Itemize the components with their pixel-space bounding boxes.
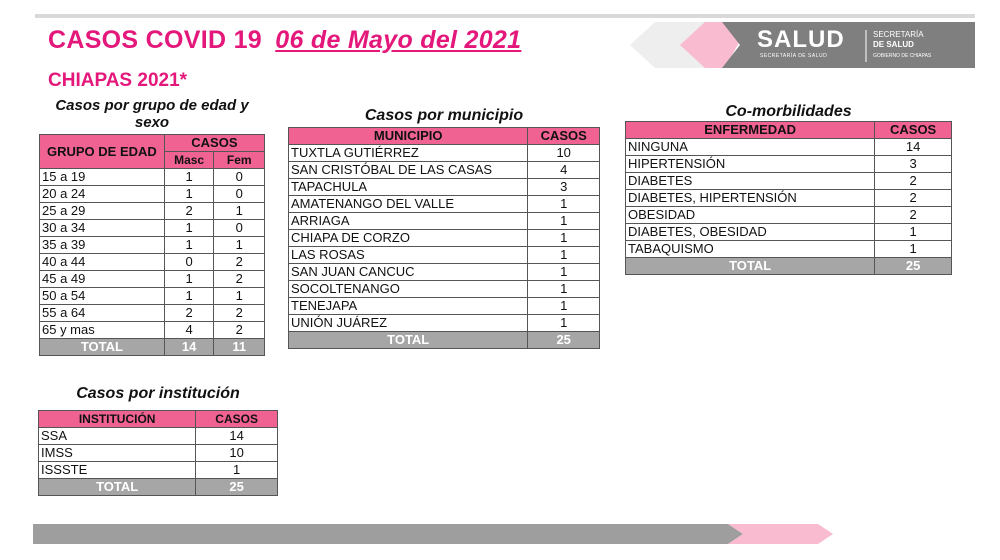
comorbilidades-cell-cases: 14 bbox=[875, 139, 952, 156]
comorbilidades-total-row bbox=[626, 258, 952, 275]
comorbilidades-cell-name: TABAQUISMO bbox=[626, 241, 875, 258]
institucion-total-label: TOTAL bbox=[39, 479, 196, 496]
municipio-row bbox=[289, 315, 600, 332]
edad-cell-fem: 0 bbox=[214, 220, 265, 237]
page-title bbox=[48, 26, 521, 55]
municipio-row bbox=[289, 213, 600, 230]
edad-section-title: Casos por grupo de edad y sexo bbox=[55, 97, 249, 131]
municipio-cell-cases: 1 bbox=[528, 264, 600, 281]
municipio-cell-cases: 1 bbox=[528, 213, 600, 230]
edad-total-fem: 11 bbox=[214, 339, 265, 356]
municipio-cell-cases: 1 bbox=[528, 196, 600, 213]
edad-row bbox=[40, 305, 265, 322]
edad-cell-fem: 2 bbox=[214, 305, 265, 322]
municipio-row bbox=[289, 298, 600, 315]
comorbilidades-row bbox=[626, 241, 952, 258]
comorbilidades-cell-name: OBESIDAD bbox=[626, 207, 875, 224]
comorbilidades-row bbox=[626, 156, 952, 173]
title-date: 06 de Mayo del 2021 bbox=[275, 26, 522, 54]
comorbilidades-cell-name: NINGUNA bbox=[626, 139, 875, 156]
municipio-row bbox=[289, 196, 600, 213]
institucion-row bbox=[39, 462, 278, 479]
institucion-table bbox=[38, 410, 278, 496]
comorbilidades-row bbox=[626, 173, 952, 190]
logo-secretaria-line2: DE SALUD bbox=[873, 40, 914, 49]
edad-total-label: TOTAL bbox=[40, 339, 165, 356]
edad-header-group: GRUPO DE EDAD bbox=[40, 135, 165, 169]
logo-secretaria-line1: SECRETARÍA bbox=[873, 30, 924, 39]
edad-cell-masc: 1 bbox=[164, 186, 214, 203]
institucion-cell-cases: 1 bbox=[196, 462, 278, 479]
comorbilidades-section-title: Co-morbilidades bbox=[725, 103, 852, 120]
municipio-cell-name: UNIÓN JUÁREZ bbox=[289, 315, 528, 332]
bottom-gray-bar bbox=[33, 524, 743, 544]
municipio-total-label: TOTAL bbox=[289, 332, 528, 349]
institucion-row bbox=[39, 445, 278, 462]
municipio-cell-cases: 10 bbox=[528, 145, 600, 162]
municipio-total-row bbox=[289, 332, 600, 349]
municipio-header-cases: CASOS bbox=[528, 128, 600, 145]
comorbilidades-cell-name: DIABETES, OBESIDAD bbox=[626, 224, 875, 241]
municipio-cell-name: SOCOLTENANGO bbox=[289, 281, 528, 298]
institucion-header-cases: CASOS bbox=[196, 411, 278, 428]
municipio-cell-name: SAN CRISTÓBAL DE LAS CASAS bbox=[289, 162, 528, 179]
municipio-row bbox=[289, 162, 600, 179]
institucion-row bbox=[39, 428, 278, 445]
institucion-cell-cases: 10 bbox=[196, 445, 278, 462]
edad-cell-fem: 2 bbox=[214, 271, 265, 288]
edad-cell-fem: 1 bbox=[214, 237, 265, 254]
edad-cell-group: 15 a 19 bbox=[40, 169, 165, 186]
municipio-cell-cases: 1 bbox=[528, 315, 600, 332]
edad-cell-group: 65 y mas bbox=[40, 322, 165, 339]
bottom-banner bbox=[33, 524, 833, 544]
municipio-row bbox=[289, 247, 600, 264]
institucion-header-name: INSTITUCIÓN bbox=[39, 411, 196, 428]
institucion-cell-name: ISSSTE bbox=[39, 462, 196, 479]
edad-row bbox=[40, 186, 265, 203]
comorbilidades-cell-cases: 2 bbox=[875, 190, 952, 207]
municipio-row bbox=[289, 281, 600, 298]
edad-cell-group: 30 a 34 bbox=[40, 220, 165, 237]
edad-cell-masc: 1 bbox=[164, 169, 214, 186]
edad-cell-group: 50 a 54 bbox=[40, 288, 165, 305]
municipio-cell-name: ARRIAGA bbox=[289, 213, 528, 230]
edad-row bbox=[40, 169, 265, 186]
edad-row bbox=[40, 237, 265, 254]
municipio-header-name: MUNICIPIO bbox=[289, 128, 528, 145]
comorbilidades-cell-name: DIABETES, HIPERTENSIÓN bbox=[626, 190, 875, 207]
comorbilidades-row bbox=[626, 190, 952, 207]
municipio-total-value: 25 bbox=[528, 332, 600, 349]
comorbilidades-cell-cases: 2 bbox=[875, 207, 952, 224]
edad-header-masc: Masc bbox=[164, 152, 214, 169]
edad-cell-group: 45 a 49 bbox=[40, 271, 165, 288]
municipio-cell-cases: 4 bbox=[528, 162, 600, 179]
logo-salud-subtext: SECRETARÍA DE SALUD bbox=[760, 53, 828, 59]
logo-salud-text: SALUD bbox=[757, 26, 845, 53]
municipio-cell-name: TENEJAPA bbox=[289, 298, 528, 315]
edad-cell-masc: 1 bbox=[164, 237, 214, 254]
comorbilidades-total-value: 25 bbox=[875, 258, 952, 275]
edad-header-cases: CASOS bbox=[164, 135, 264, 152]
municipio-cell-name: TAPACHULA bbox=[289, 179, 528, 196]
edad-cell-group: 25 a 29 bbox=[40, 203, 165, 220]
comorbilidades-cell-cases: 2 bbox=[875, 173, 952, 190]
edad-cell-masc: 2 bbox=[164, 305, 214, 322]
edad-row bbox=[40, 203, 265, 220]
edad-total-row bbox=[40, 339, 265, 356]
edad-cell-masc: 0 bbox=[164, 254, 214, 271]
edad-row bbox=[40, 322, 265, 339]
edad-cell-masc: 1 bbox=[164, 220, 214, 237]
institucion-cell-cases: 14 bbox=[196, 428, 278, 445]
municipio-row bbox=[289, 179, 600, 196]
comorbilidades-cell-name: DIABETES bbox=[626, 173, 875, 190]
municipio-cell-name: CHIAPA DE CORZO bbox=[289, 230, 528, 247]
edad-cell-fem: 1 bbox=[214, 288, 265, 305]
municipio-cell-name: AMATENANGO DEL VALLE bbox=[289, 196, 528, 213]
municipio-cell-cases: 3 bbox=[528, 179, 600, 196]
comorbilidades-row bbox=[626, 207, 952, 224]
edad-row bbox=[40, 254, 265, 271]
institucion-section-title: Casos por institución bbox=[76, 385, 240, 402]
bottom-pink-chevron bbox=[728, 524, 833, 544]
municipio-cell-cases: 1 bbox=[528, 298, 600, 315]
municipio-row bbox=[289, 264, 600, 281]
logo-gobierno: GOBIERNO DE CHIAPAS bbox=[873, 53, 932, 59]
municipio-cell-name: LAS ROSAS bbox=[289, 247, 528, 264]
comorbilidades-header-name: ENFERMEDAD bbox=[626, 122, 875, 139]
edad-cell-masc: 1 bbox=[164, 271, 214, 288]
comorbilidades-cell-cases: 1 bbox=[875, 241, 952, 258]
edad-cell-masc: 4 bbox=[164, 322, 214, 339]
municipio-cell-cases: 1 bbox=[528, 230, 600, 247]
edad-cell-masc: 2 bbox=[164, 203, 214, 220]
municipio-section-title: Casos por municipio bbox=[364, 107, 524, 124]
comorbilidades-table bbox=[625, 121, 952, 275]
municipio-cell-name: SAN JUAN CANCUC bbox=[289, 264, 528, 281]
comorbilidades-header-cases: CASOS bbox=[875, 122, 952, 139]
comorbilidades-cell-cases: 3 bbox=[875, 156, 952, 173]
edad-header-fem: Fem bbox=[214, 152, 265, 169]
edad-cell-fem: 2 bbox=[214, 254, 265, 271]
municipio-row bbox=[289, 230, 600, 247]
comorbilidades-cell-name: HIPERTENSIÓN bbox=[626, 156, 875, 173]
municipio-row bbox=[289, 145, 600, 162]
municipio-table bbox=[288, 127, 600, 349]
institucion-cell-name: IMSS bbox=[39, 445, 196, 462]
municipio-cell-cases: 1 bbox=[528, 247, 600, 264]
edad-cell-fem: 0 bbox=[214, 169, 265, 186]
institucion-total-value: 25 bbox=[196, 479, 278, 496]
comorbilidades-row bbox=[626, 224, 952, 241]
institucion-cell-name: SSA bbox=[39, 428, 196, 445]
comorbilidades-total-label: TOTAL bbox=[626, 258, 875, 275]
edad-row bbox=[40, 288, 265, 305]
edad-total-masc: 14 bbox=[164, 339, 214, 356]
municipio-cell-cases: 1 bbox=[528, 281, 600, 298]
edad-row bbox=[40, 271, 265, 288]
edad-row bbox=[40, 220, 265, 237]
edad-cell-fem: 2 bbox=[214, 322, 265, 339]
edad-cell-masc: 1 bbox=[164, 288, 214, 305]
institucion-total-row bbox=[39, 479, 278, 496]
edad-cell-group: 20 a 24 bbox=[40, 186, 165, 203]
edad-cell-fem: 1 bbox=[214, 203, 265, 220]
edad-cell-fem: 0 bbox=[214, 186, 265, 203]
page-subtitle: CHIAPAS 2021* bbox=[48, 70, 188, 91]
title-text: CASOS COVID 19 bbox=[48, 26, 262, 54]
top-divider bbox=[35, 14, 975, 18]
comorbilidades-cell-cases: 1 bbox=[875, 224, 952, 241]
edad-cell-group: 40 a 44 bbox=[40, 254, 165, 271]
comorbilidades-row bbox=[626, 139, 952, 156]
municipio-cell-name: TUXTLA GUTIÉRREZ bbox=[289, 145, 528, 162]
edad-cell-group: 55 a 64 bbox=[40, 305, 165, 322]
edad-cell-group: 35 a 39 bbox=[40, 237, 165, 254]
edad-table bbox=[39, 134, 265, 356]
